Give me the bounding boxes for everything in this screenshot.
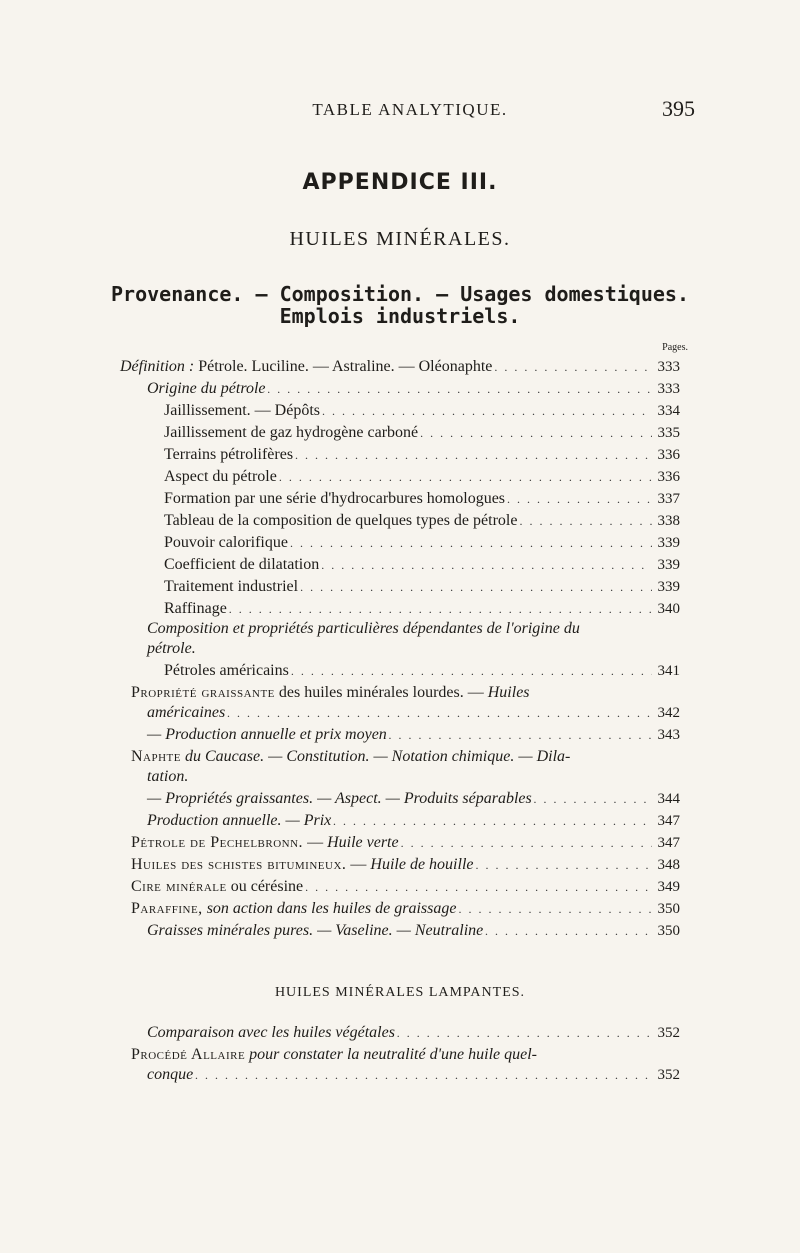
- running-header: [0, 92, 800, 122]
- toc-page: 334: [657, 403, 680, 419]
- toc-entry: Huiles des schistes bitumineux. — Huile de houille . . . 348: [131, 854, 680, 876]
- toc-page: 339: [657, 579, 680, 595]
- toc-entry: Jaillissement. — Dépôts . . . 334: [164, 400, 680, 422]
- toc-page: 342: [657, 705, 680, 721]
- toc-entry: Pétrole de Pechelbronn. — Huile verte . . . 347: [131, 832, 680, 854]
- toc-page: 337: [657, 491, 680, 507]
- subtitle-line-2: Emplois industriels.: [279, 304, 521, 328]
- running-title: TABLE ANALYTIQUE.: [312, 100, 508, 119]
- subtitle-line-1: Provenance. — Composition. — Usages domestiques.: [111, 282, 689, 306]
- toc-entry: américaines . . . 342: [147, 702, 680, 724]
- toc-page: 339: [657, 557, 680, 573]
- toc-entry: Terrains pétrolifères . . . 336: [164, 444, 680, 466]
- toc-entry: Tableau de la composition de quelques types de pétrole . . . 338: [164, 510, 680, 532]
- toc-entry: Formation par une série d'hydrocarbures homologues . . . 337: [164, 488, 680, 510]
- appendix-heading: APPENDICE III.: [302, 170, 498, 195]
- toc-page: 350: [657, 901, 680, 917]
- toc-page: 340: [657, 601, 680, 617]
- toc-page: 333: [657, 381, 680, 397]
- toc-entry: Comparaison avec les huiles végétales . . . 352: [147, 1022, 680, 1044]
- toc-entry: Définition : Pétrole. Luciline. — Astraline. — Oléonaphte . . . 333: [120, 356, 680, 378]
- toc-page: 333: [657, 359, 680, 375]
- toc-page: 338: [657, 513, 680, 529]
- toc-page: 336: [657, 447, 680, 463]
- toc-entry-line-1: Procédé Allaire pour constater la neutralité d'une huile quel-: [131, 1046, 537, 1063]
- toc-entry: — Production annuelle et prix moyen . . . 343: [147, 724, 680, 746]
- toc-page: 336: [657, 469, 680, 485]
- toc-entry: Paraffine, son action dans les huiles de graissage . . . 350: [131, 898, 680, 920]
- toc-entry: Jaillissement de gaz hydrogène carboné . . . 335: [164, 422, 680, 444]
- page-number: 395: [662, 96, 695, 121]
- toc-page: 352: [657, 1067, 680, 1083]
- section-title: HUILES MINÉRALES.: [289, 228, 511, 250]
- toc-entry: Traitement industriel . . . 339: [164, 576, 680, 598]
- toc-entry: Graisses minérales pures. — Vaseline. — Neutraline . . . 350: [147, 920, 680, 942]
- toc-entry-line-2: tation.: [147, 768, 189, 785]
- toc-page: 347: [657, 835, 680, 851]
- toc-entry: — Propriétés graissantes. — Aspect. — Produits séparables . . . 344: [147, 788, 680, 810]
- toc-page: 341: [657, 663, 680, 679]
- toc-entry-line-1: Naphte du Caucase. — Constitution. — Notation chimique. — Dila-: [131, 748, 571, 765]
- lampantes-heading: HUILES MINÉRALES LAMPANTES.: [274, 985, 526, 1000]
- toc-heading-line-1: Composition et propriétés particulières dépendantes de l'origine du: [147, 620, 580, 637]
- toc-entry: Coefficient de dilatation . . . 339: [164, 554, 680, 576]
- toc-page: 344: [657, 791, 680, 807]
- toc-page: 335: [657, 425, 680, 441]
- toc-page: 348: [657, 857, 680, 873]
- toc-page: 349: [657, 879, 680, 895]
- toc-entry-line-1: Propriété graissante des huiles minérales lourdes. — Huiles: [131, 684, 530, 701]
- pages-column-label: Pages.: [662, 342, 688, 353]
- toc-page: 343: [657, 727, 680, 743]
- toc-page: 350: [657, 923, 680, 939]
- toc-page: 352: [657, 1025, 680, 1041]
- toc-entry: conque . . . 352: [147, 1064, 680, 1086]
- toc-entry: Pétroles américains . . . 341: [164, 660, 680, 682]
- toc-entry: Cire minérale ou cérésine . . . 349: [131, 876, 680, 898]
- toc-heading-line-2: pétrole.: [147, 640, 196, 657]
- toc-entry: Production annuelle. — Prix . . . 347: [147, 810, 680, 832]
- toc-entry: Raffinage . . . 340: [164, 598, 680, 620]
- toc-entry: Origine du pétrole . . . 333: [147, 378, 680, 400]
- toc-entry: Pouvoir calorifique . . . 339: [164, 532, 680, 554]
- toc-page: 339: [657, 535, 680, 551]
- toc-entry: Aspect du pétrole . . . 336: [164, 466, 680, 488]
- toc-page: 347: [657, 813, 680, 829]
